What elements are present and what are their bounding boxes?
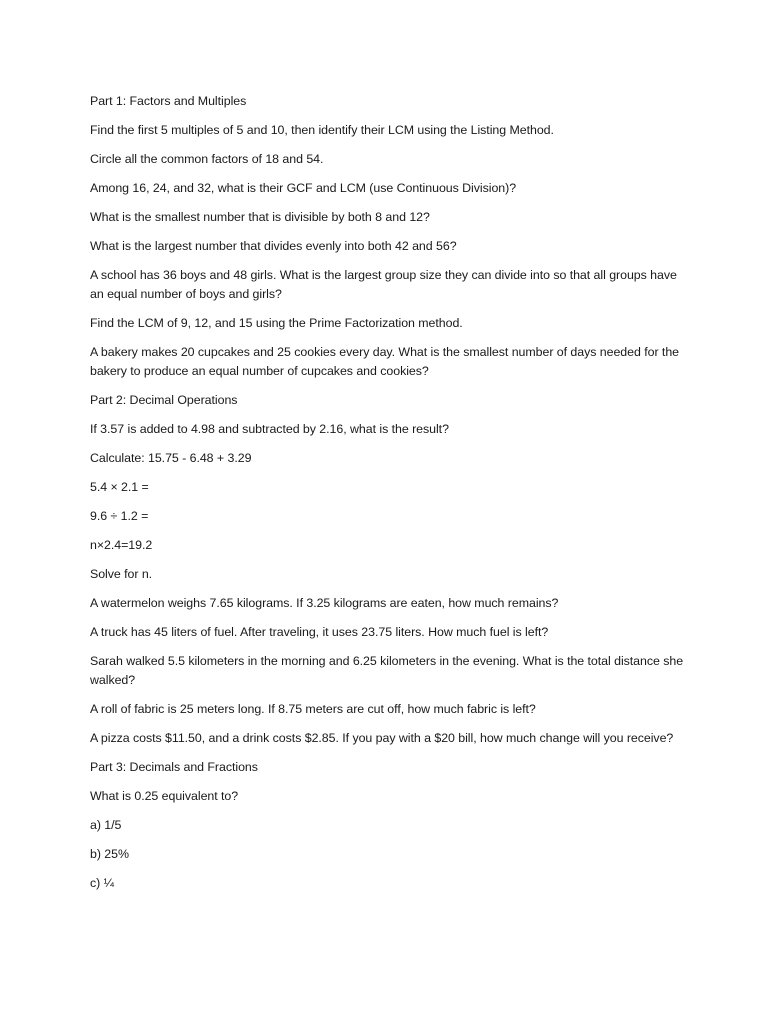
answer-option-c: c) ¼ — [90, 876, 114, 890]
question-paragraph: Calculate: 15.75 - 6.48 + 3.29 — [90, 451, 252, 465]
question-paragraph: Find the LCM of 9, 12, and 15 using the Prime Factorization method. — [90, 316, 463, 330]
answer-option-b: b) 25% — [90, 847, 129, 861]
question-paragraph: Sarah walked 5.5 kilometers in the morning and 6.25 kilometers in the evening. What is the total distance she walked? — [90, 654, 684, 687]
section-heading-part-3: Part 3: Decimals and Fractions — [90, 760, 258, 774]
question-paragraph: What is 0.25 equivalent to? — [90, 789, 239, 803]
question-paragraph: A truck has 45 liters of fuel. After traveling, it uses 23.75 liters. How much fuel is left? — [90, 625, 549, 639]
question-paragraph: n×2.4=19.2 — [90, 538, 153, 552]
question-paragraph: Circle all the common factors of 18 and 54. — [90, 152, 324, 166]
question-paragraph: A school has 36 boys and 48 girls. What is the largest group size they can divide into so that all groups have an equal number of boys and girls? — [90, 268, 677, 301]
question-paragraph: A watermelon weighs 7.65 kilograms. If 3.25 kilograms are eaten, how much remains? — [90, 596, 559, 610]
section-heading-part-1: Part 1: Factors and Multiples — [90, 94, 247, 108]
document-page — [90, 92, 690, 903]
question-paragraph: What is the smallest number that is divisible by both 8 and 12? — [90, 210, 430, 224]
question-paragraph: A bakery makes 20 cupcakes and 25 cookies every day. What is the smallest number of days needed for the bakery to produce an equal number of cupcakes and cookies? — [90, 345, 680, 378]
question-paragraph: 5.4 × 2.1 = — [90, 480, 149, 494]
question-paragraph: If 3.57 is added to 4.98 and subtracted by 2.16, what is the result? — [90, 422, 449, 436]
question-paragraph: Find the first 5 multiples of 5 and 10, then identify their LCM using the Listing Method. — [90, 123, 554, 137]
question-paragraph: A pizza costs $11.50, and a drink costs $2.85. If you pay with a $20 bill, how much change will you receive? — [90, 731, 674, 745]
question-paragraph: A roll of fabric is 25 meters long. If 8.75 meters are cut off, how much fabric is left? — [90, 702, 536, 716]
question-paragraph: Among 16, 24, and 32, what is their GCF and LCM (use Continuous Division)? — [90, 181, 517, 195]
question-paragraph: 9.6 ÷ 1.2 = — [90, 509, 149, 523]
section-heading-part-2: Part 2: Decimal Operations — [90, 393, 238, 407]
answer-option-a: a) 1/5 — [90, 818, 122, 832]
question-paragraph: Solve for n. — [90, 567, 153, 581]
question-paragraph: What is the largest number that divides evenly into both 42 and 56? — [90, 239, 457, 253]
